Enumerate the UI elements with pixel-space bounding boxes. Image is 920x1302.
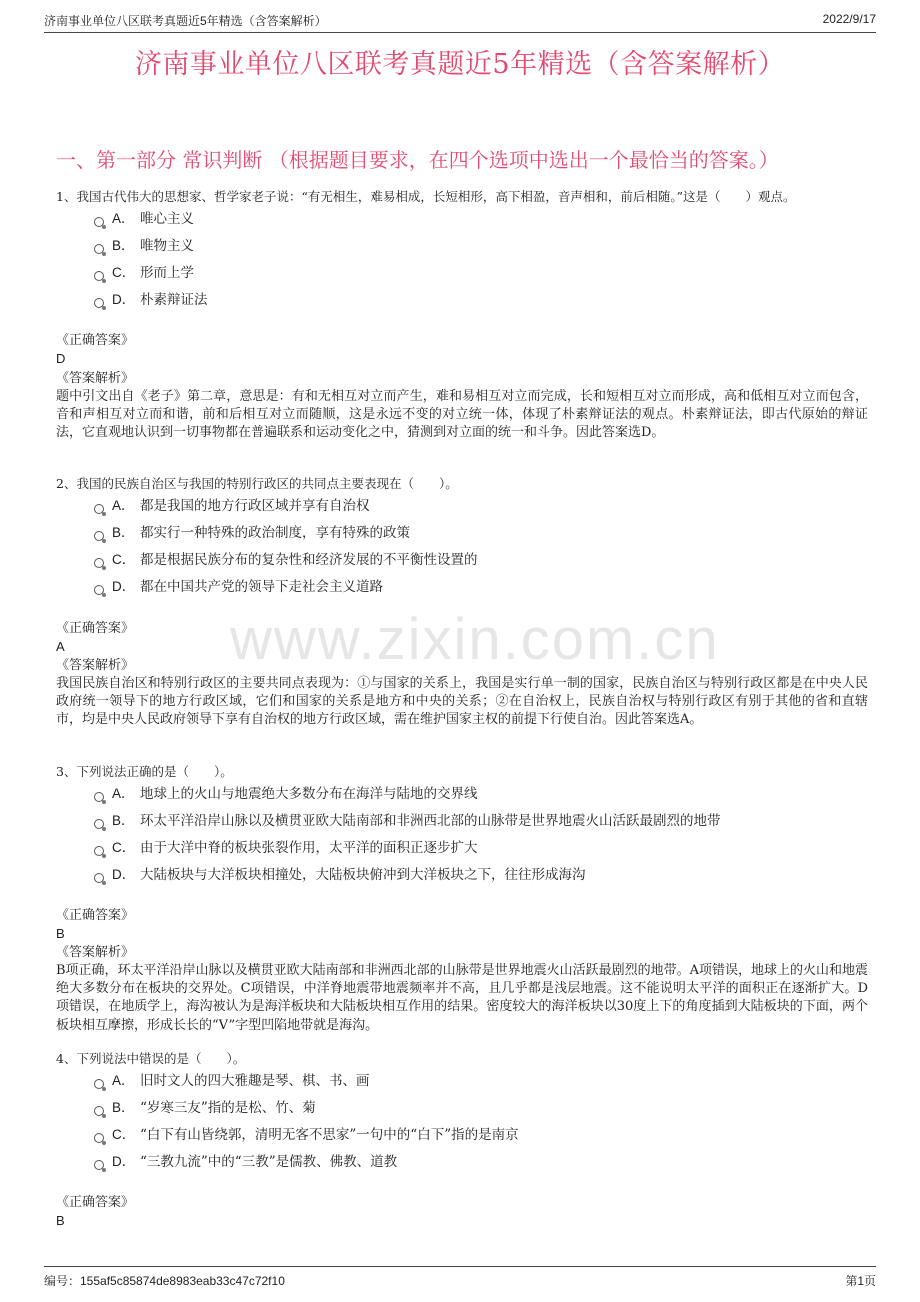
- option-letter: B．: [112, 813, 135, 828]
- radio-icon[interactable]: [94, 531, 104, 541]
- option-row[interactable]: [94, 497, 370, 515]
- option-text: “白下有山皆绕郭，清明无客不思家”一句中的“白下”指的是南京: [140, 1127, 519, 1143]
- radio-icon[interactable]: [94, 1079, 104, 1089]
- page-header: [44, 10, 876, 33]
- radio-icon[interactable]: [94, 585, 104, 595]
- option-letter: D．: [112, 867, 136, 882]
- option-letter: A．: [112, 1073, 135, 1088]
- option-row[interactable]: [94, 210, 194, 228]
- option-letter: C．: [112, 1127, 136, 1142]
- option-text: 朴素辩证法: [140, 292, 208, 308]
- option-text: 地球上的火山与地震绝大多数分布在海洋与陆地的交界线: [140, 786, 478, 802]
- page-footer: [44, 1266, 876, 1289]
- option-row[interactable]: [94, 1153, 397, 1171]
- question-stem: 1、我国古代伟大的思想家、哲学家老子说：“有无相生，难易相成，长短相形，高下相盈，音声相和，前后相随。”这是（ ）观点。: [56, 189, 796, 204]
- watermark: www.zixin.com.cn: [230, 607, 720, 672]
- radio-icon[interactable]: [94, 217, 104, 227]
- radio-icon[interactable]: [94, 819, 104, 829]
- option-text: 都在中国共产党的领导下走社会主义道路: [140, 579, 383, 595]
- explanation-label: 《答案解析》: [56, 371, 135, 386]
- question-stem: 2、我国的民族自治区与我国的特别行政区的共同点主要表现在（ ）。: [56, 476, 458, 491]
- header-title: 济南事业单位八区联考真题近5年精选（含答案解析）: [44, 14, 327, 28]
- option-letter: A．: [112, 211, 135, 226]
- option-row[interactable]: [94, 578, 383, 596]
- option-row[interactable]: [94, 264, 194, 282]
- correct-answer: A: [56, 639, 65, 654]
- option-row[interactable]: [94, 1126, 519, 1144]
- correct-answer: D: [56, 351, 66, 366]
- explanation-label: 《答案解析》: [56, 945, 135, 960]
- option-letter: D．: [112, 579, 136, 594]
- option-text: “岁寒三友”指的是松、竹、菊: [140, 1100, 316, 1116]
- option-row[interactable]: [94, 1072, 370, 1090]
- option-text: 由于大洋中脊的板块张裂作用，太平洋的面积正逐步扩大: [140, 840, 478, 856]
- explanation-text: 题中引文出自《老子》第二章，意思是：有和无相互对立而产生，难和易相互对立而完成，长和短相互对立而形成，高和低相互对立而包含，音和声相互对立而和谐，前和后相互对立而随顺，这是永远不变的对立统一体，体现了朴素辩证法的观点。朴素辩证法，即古代原始的辩证法，它直观地认识到一切事物都在普遍联系和运动变化之中，猜测到对立面的统一和斗争。因此答案选D。: [56, 389, 868, 441]
- answer-label: 《正确答案》: [56, 908, 135, 923]
- option-row[interactable]: [94, 551, 478, 569]
- option-row[interactable]: [94, 812, 721, 830]
- option-row[interactable]: [94, 839, 478, 857]
- radio-icon[interactable]: [94, 1106, 104, 1116]
- radio-icon[interactable]: [94, 873, 104, 883]
- radio-icon[interactable]: [94, 504, 104, 514]
- section-title: 一、第一部分 常识判断 （根据题目要求，在四个选项中选出一个最恰当的答案。）: [56, 148, 779, 172]
- page-number: 第1页: [845, 1274, 876, 1288]
- option-text: 唯心主义: [140, 211, 194, 227]
- radio-icon[interactable]: [94, 558, 104, 568]
- document-title: 济南事业单位八区联考真题近5年精选（含答案解析）: [134, 49, 786, 80]
- option-row[interactable]: [94, 524, 410, 542]
- correct-answer: B: [56, 926, 65, 941]
- option-letter: B．: [112, 525, 135, 540]
- option-letter: B．: [112, 238, 135, 253]
- option-text: “三教九流”中的“三教”是儒教、佛教、道教: [140, 1154, 398, 1170]
- option-row[interactable]: [94, 237, 194, 255]
- radio-icon[interactable]: [94, 1133, 104, 1143]
- option-text: 旧时文人的四大雅趣是琴、棋、书、画: [140, 1073, 370, 1089]
- option-letter: A．: [112, 498, 135, 513]
- option-letter: D．: [112, 1154, 136, 1169]
- radio-icon[interactable]: [94, 244, 104, 254]
- option-text: 唯物主义: [140, 238, 194, 254]
- option-text: 形而上学: [140, 265, 194, 281]
- radio-icon[interactable]: [94, 846, 104, 856]
- radio-icon[interactable]: [94, 298, 104, 308]
- option-row[interactable]: [94, 866, 586, 884]
- option-text: 大陆板块与大洋板块相撞处，大陆板块俯冲到大洋板块之下，往往形成海沟: [140, 867, 586, 883]
- option-text: 都是根据民族分布的复杂性和经济发展的不平衡性设置的: [140, 552, 478, 568]
- radio-icon[interactable]: [94, 271, 104, 281]
- explanation-text: B项正确，环太平洋沿岸山脉以及横贯亚欧大陆南部和非洲西北部的山脉带是世界地震火山活跃最剧烈的地带。A项错误，地球上的火山和地震绝大多数分布在板块的交界处。C项错误，中洋脊地震带地震频率并不高，且几乎都是浅层地震。这不能说明太平洋的面积正在逐渐扩大。D项错误，在地质学上，海沟被认为是海洋板块和大陆板块相互作用的结果。密度较大的海洋板块以30度上下的角度插到大陆板块的下面，两个板块相互摩擦，形成长长的“V”字型凹陷地带就是海沟。: [56, 963, 868, 1033]
- option-row[interactable]: [94, 1099, 316, 1117]
- explanation-label: 《答案解析》: [56, 658, 135, 673]
- answer-label: 《正确答案》: [56, 621, 135, 636]
- answer-label: 《正确答案》: [56, 333, 135, 348]
- correct-answer: B: [56, 1213, 65, 1228]
- option-row[interactable]: [94, 291, 208, 309]
- header-date: 2022/9/17: [822, 12, 876, 26]
- document-code: 编号：155af5c85874de8983eab33c47c72f10: [44, 1274, 285, 1288]
- option-text: 都是我国的地方行政区域并享有自治权: [140, 498, 370, 514]
- option-text: 都实行一种特殊的政治制度，享有特殊的政策: [140, 525, 410, 541]
- option-letter: A．: [112, 786, 135, 801]
- option-letter: D．: [112, 292, 136, 307]
- answer-label: 《正确答案》: [56, 1195, 135, 1210]
- radio-icon[interactable]: [94, 1160, 104, 1170]
- option-text: 环太平洋沿岸山脉以及横贯亚欧大陆南部和非洲西北部的山脉带是世界地震火山活跃最剧烈的地带: [140, 813, 721, 829]
- option-letter: C．: [112, 840, 136, 855]
- radio-icon[interactable]: [94, 792, 104, 802]
- option-letter: C．: [112, 552, 136, 567]
- question-stem: 3、下列说法正确的是（ ）。: [56, 764, 233, 779]
- option-letter: C．: [112, 265, 136, 280]
- option-row[interactable]: [94, 785, 478, 803]
- option-letter: B．: [112, 1100, 135, 1115]
- explanation-text: 我国民族自治区和特别行政区的主要共同点表现为：①与国家的关系上，我国是实行单一制的国家，民族自治区与特别行政区都是在中央人民政府统一领导下的地方行政区域，它们和国家的关系是地方和中央的关系；②在自治权上，民族自治权与特别行政区有别于其他的省和直辖市，均是中央人民政府领导下享有自治权的地方行政区域，需在维护国家主权的前提下行使自治。因此答案选A。: [56, 676, 868, 728]
- question-stem: 4、下列说法中错误的是（ ）。: [56, 1051, 246, 1066]
